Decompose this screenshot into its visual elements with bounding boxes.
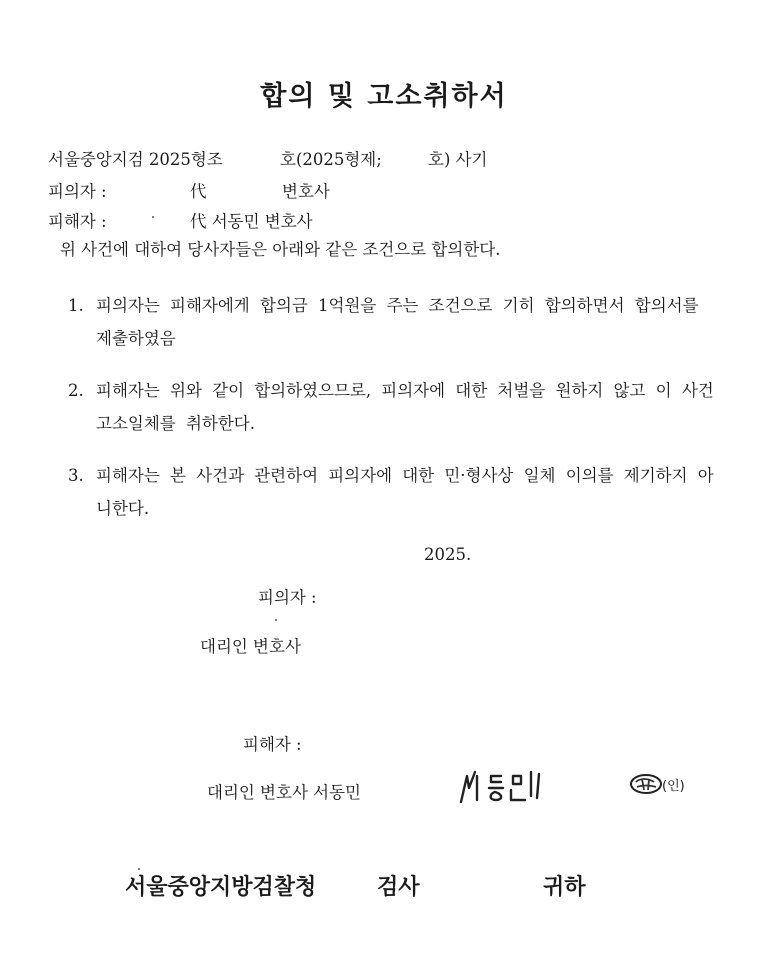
accused-agent: 대리인 변호사 [200,637,301,656]
seal-text: (인) [662,779,685,794]
seal-stamp [628,772,692,796]
case-number-prefix: 서울중앙지검 2025형조 [48,150,223,169]
agreement-intro: 위 사건에 대하여 당사자들은 아래와 같은 조건으로 합의한다. [60,240,501,259]
term-text: 피해자는 본 사건과 관련하여 피의자에 대한 민·형사상 일체 이의를 제기하지 아니한다. [96,466,714,518]
redaction-speck [275,619,277,621]
case-number-middle: 호(2025형제; [280,150,382,169]
agreement-date: 2025. [424,545,472,564]
term-item-1 [68,289,718,359]
victim-representative: 代 서동민 변호사 [190,212,313,231]
accused-label: 피의자 : [48,182,107,201]
prosecutor-title: 검사 [377,875,420,900]
accused-representative: 代 [190,182,207,201]
case-number-suffix: 호) 사기 [428,150,488,169]
term-text: 피해자는 위와 같이 합의하였으므로, 피의자에 대한 처벌을 원하지 않고 이 사건 고소일체를 취하한다. [96,381,714,433]
document-title: 합의 및 고소취하서 [260,81,508,112]
redaction-speck [152,216,154,218]
accused-lawyer: 변호사 [282,182,330,201]
victim-agent: 대리인 변호사 서동민 [207,783,361,802]
term-item-2 [68,374,718,444]
accused-signature-label: 피의자 : [258,588,317,607]
term-number: 2. [68,381,84,400]
term-item-3 [68,459,718,529]
prosecution-office: 서울중앙지방검찰청 [125,875,317,900]
term-text: 피의자는 피해자에게 합의금 1억원을 주는 조건으로 기히 합의하면서 합의서를 제출하였음 [96,296,699,348]
victim-label: 피해자 : [48,212,107,231]
victim-signature-label: 피해자 : [243,735,302,754]
honorific: 귀하 [543,875,586,900]
handwritten-signature [455,768,555,808]
term-number: 1. [68,296,84,315]
term-number: 3. [68,466,84,485]
